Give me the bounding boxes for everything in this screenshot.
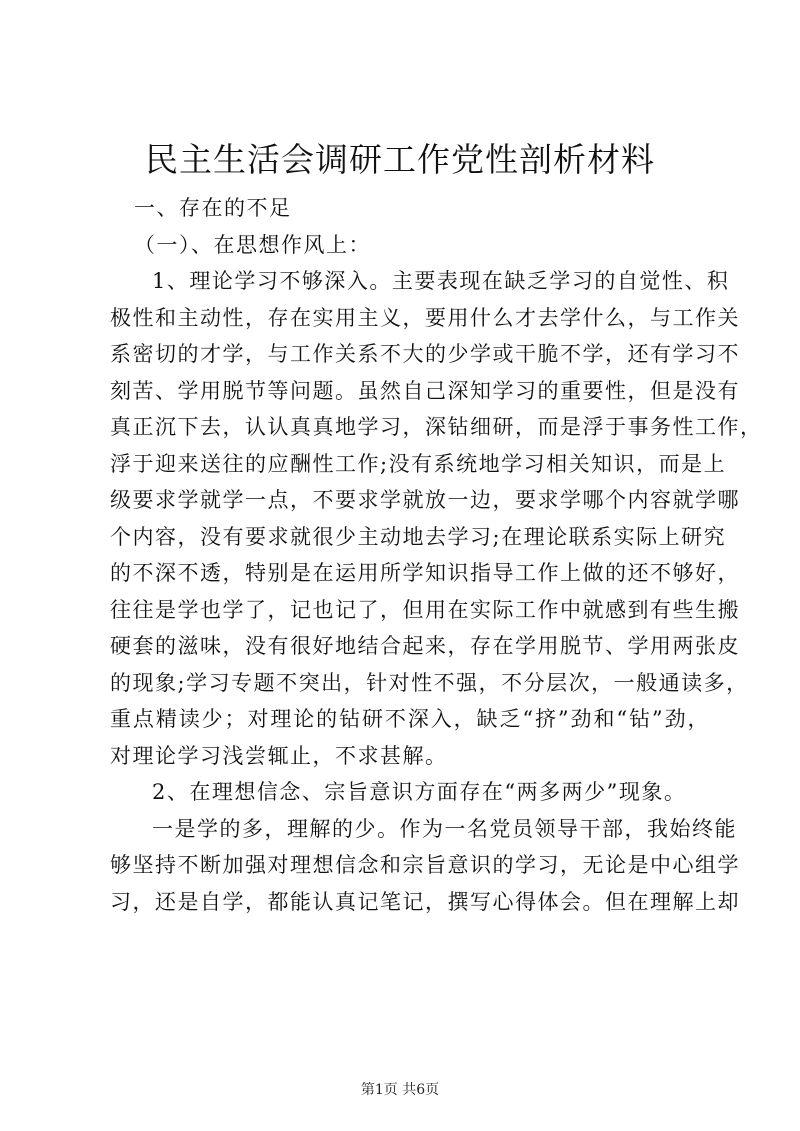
paragraph-line: 习，还是自学，都能认真记笔记，撰写心得体会。但在理解上却 — [110, 889, 740, 914]
paragraph-3 — [110, 811, 740, 921]
paragraph-line: 硬套的滋味，没有很好地结合起来，存在学用脱节、学用两张皮 — [110, 634, 740, 658]
paragraph-line: 重点精读少；对理论的钻研不深入，缺乏“挤”劲和“钻”劲， — [110, 707, 710, 731]
paragraph-2: 2、在理想信念、宗旨意识方面存在“两多两少”现象。 — [152, 780, 687, 804]
section-heading: 一、存在的不足 — [134, 196, 292, 220]
paragraph-line: 个内容，没有要求就很少主动地去学习;在理论联系实际上研究 — [110, 524, 727, 549]
page-footer: 第1页 共6页 — [360, 1082, 440, 1098]
paragraph-line: 的不深不透，特别是在运用所学知识指导工作上做的还不够好， — [110, 561, 740, 585]
paragraph-line: 系密切的才学，与工作关系不大的少学或干脆不学，还有学习不 — [110, 342, 740, 366]
paragraph-line: 真正沉下去，认认真真地学习，深钻细研，而是浮于事务性工作， — [110, 415, 763, 439]
paragraph-line: 够坚持不断加强对理想信念和宗旨意识的学习，无论是中心组学 — [110, 853, 740, 877]
paragraph-line: 极性和主动性，存在实用主义，要用什么才去学什么，与工作关 — [110, 305, 740, 330]
paragraph-line: 浮于迎来送往的应酬性工作;没有系统地学习相关知识，而是上 — [110, 451, 727, 476]
paragraph-line: 一是学的多，理解的少。作为一名党员领导干部，我始终能 — [152, 816, 737, 841]
subsection-heading: （一）、在思想作风上： — [134, 232, 371, 257]
document-title: 民主生活会调研工作党性剖析材料 — [145, 140, 655, 179]
paragraph-line: 的现象;学习专题不突出，针对性不强，不分层次，一般通读多， — [110, 670, 749, 695]
paragraph-line: 1、理论学习不够深入。主要表现在缺乏学习的自觉性、积 — [152, 269, 730, 293]
paragraph-line: 级要求学就学一点，不要求学就放一边，要求学哪个内容就学哪 — [110, 488, 740, 512]
paragraph-line: 对理论学习浅尝辄止，不求甚解。 — [110, 743, 448, 768]
paragraph-line: 往往是学也学了，记也记了，但用在实际工作中就感到有些生搬 — [110, 597, 740, 622]
document-body — [110, 190, 763, 920]
paragraph-line: 刻苦、学用脱节等问题。虽然自己深知学习的重要性，但是没有 — [110, 378, 740, 403]
paragraph-1 — [110, 263, 763, 774]
